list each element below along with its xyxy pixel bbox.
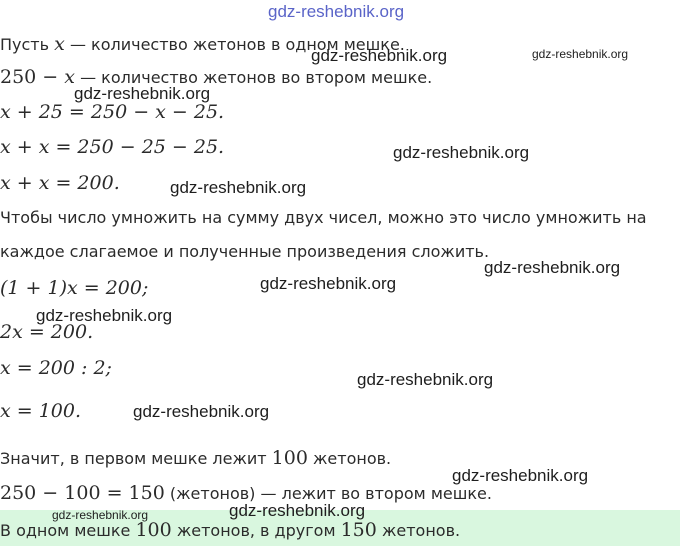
text: (жетонов) — лежит во втором мешке. bbox=[164, 484, 492, 503]
equation-1: x + 25 = 250 − x − 25. bbox=[0, 101, 225, 123]
watermark: gdz-reshebnik.org bbox=[133, 402, 270, 421]
text: жетонов. bbox=[307, 449, 392, 468]
line-2 bbox=[0, 66, 432, 89]
watermark: gdz-reshebnik.org bbox=[532, 47, 629, 61]
math-op: − bbox=[36, 66, 65, 88]
watermark: gdz-reshebnik.org bbox=[229, 501, 366, 520]
math-var: x bbox=[54, 33, 65, 55]
watermark: gdz-reshebnik.org bbox=[170, 178, 307, 197]
watermark: gdz-reshebnik.org bbox=[260, 274, 397, 293]
watermark: gdz-reshebnik.org bbox=[311, 46, 448, 65]
math-num: 150 bbox=[340, 519, 377, 541]
equation-7: x = 100. bbox=[0, 400, 82, 422]
equation-2: x + x = 250 − 25 − 25. bbox=[0, 136, 225, 158]
watermark: gdz-reshebnik.org bbox=[52, 508, 149, 522]
watermark: gdz-reshebnik.org bbox=[36, 306, 173, 325]
equation-3: x + x = 200. bbox=[0, 172, 120, 194]
text: — количество жетонов в одном мешке. bbox=[64, 35, 405, 54]
text: — количество жетонов во втором мешке. bbox=[74, 68, 433, 87]
text: Пусть bbox=[0, 35, 55, 54]
text: жетонов. bbox=[376, 521, 461, 540]
equation-4: (1 + 1)x = 200; bbox=[0, 277, 149, 299]
equation-5: 2x = 200. bbox=[0, 321, 94, 343]
text: Значит, в первом мешке лежит bbox=[0, 449, 272, 468]
math-var: x bbox=[64, 66, 75, 88]
text: жетонов, в другом bbox=[171, 521, 341, 540]
watermark: gdz-reshebnik.org bbox=[74, 84, 211, 103]
watermark: gdz-reshebnik.org bbox=[268, 2, 405, 21]
conclusion-line-1 bbox=[0, 447, 391, 470]
math-num: 250 bbox=[0, 66, 37, 88]
answer-line bbox=[0, 519, 460, 542]
math-num: 100 bbox=[271, 447, 308, 469]
math-expr: 250 − 100 = 150 bbox=[0, 482, 165, 504]
rule-line-1: Чтобы число умножить на сумму двух чисел, можно это число умножить на bbox=[0, 208, 647, 227]
watermark: gdz-reshebnik.org bbox=[452, 466, 589, 485]
watermark: gdz-reshebnik.org bbox=[393, 143, 530, 162]
watermark: gdz-reshebnik.org bbox=[484, 258, 621, 277]
text: В одном мешке bbox=[0, 521, 136, 540]
equation-6: x = 200 : 2; bbox=[0, 357, 112, 379]
math-num: 100 bbox=[135, 519, 172, 541]
rule-line-2: каждое слагаемое и полученные произведения сложить. bbox=[0, 242, 490, 261]
watermark: gdz-reshebnik.org bbox=[357, 370, 494, 389]
